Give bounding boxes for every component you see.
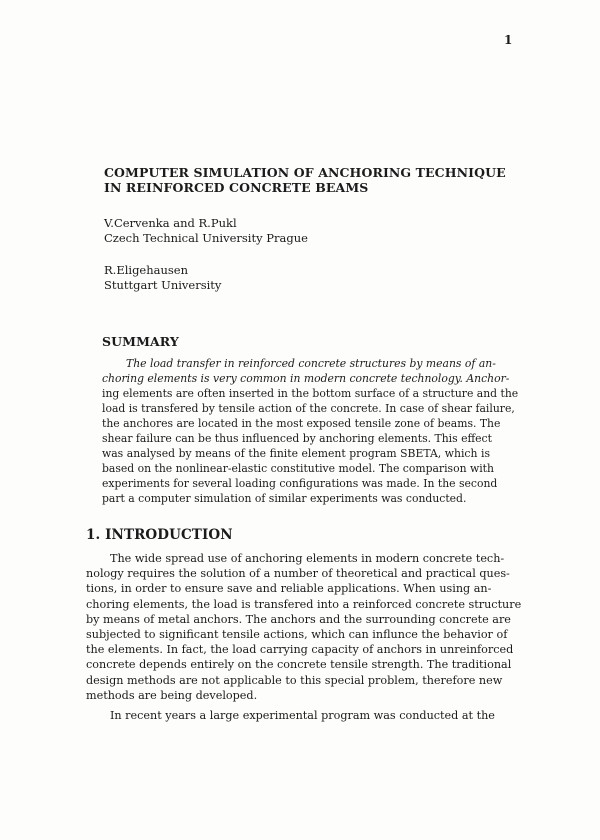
introduction-line: by means of metal anchors. The anchors and the surrounding concrete are [86,612,511,626]
author-names: R.Eligehausen [104,263,189,277]
summary-heading: SUMMARY [102,334,179,349]
introduction-paragraph-2 [86,708,495,723]
introduction-heading: 1. INTRODUCTION [86,527,233,543]
summary-line: The load transfer in reinforced concrete structures by means of an- [126,357,496,370]
introduction-paragraph-1 [86,551,522,703]
introduction-line: In recent years a large experimental program was conducted at the [110,709,495,722]
introduction-line: nology requires the solution of a number of theoretical and practical ques- [86,567,510,581]
page-number: 1 [504,33,513,47]
summary-line: the anchores are located in the most exposed tensile zone of beams. The [102,417,501,430]
summary-paragraph [102,356,519,506]
summary-line: was analysed by means of the finite element program SBETA, which is [102,447,490,460]
introduction-line: tions, in order to ensure save and reliable applications. When using an- [86,582,492,596]
introduction-line: The wide spread use of anchoring elements in modern concrete tech- [110,552,505,565]
introduction-line: methods are being developed. [86,688,258,702]
summary-line: load is transfered by tensile action of the concrete. In case of shear failure, [102,402,515,415]
summary-line: ing elements are often inserted in the bottom surface of a structure and the [102,387,519,400]
paper-title-line-1: COMPUTER SIMULATION OF ANCHORING TECHNIQUE [104,165,506,180]
summary-line: part a computer simulation of similar experiments was conducted. [102,492,467,505]
paper-title-line-2: IN REINFORCED CONCRETE BEAMS [104,180,369,195]
introduction-line: choring elements, the load is transfered into a reinforced concrete structure [86,597,522,611]
author-affiliation: Czech Technical University Prague [104,231,308,245]
introduction-line: subjected to significant tensile actions, which can influnce the behavior of [86,628,508,642]
introduction-line: design methods are not applicable to this special problem, therefore new [86,673,503,687]
author-block-2 [104,263,404,293]
summary-line: shear failure can be thus influenced by anchoring elements. This effect [102,432,492,445]
paper-title [104,165,524,195]
introduction-line: the elements. In fact, the load carrying capacity of anchors in unreinforced [86,643,514,657]
author-affiliation: Stuttgart University [104,278,222,292]
summary-line: based on the nonlinear-elastic constitutive model. The comparison with [102,462,494,475]
author-names: V.Cervenka and R.Pukl [104,216,237,230]
introduction-line: concrete depends entirely on the concrete tensile strength. The traditional [86,658,512,672]
summary-line: choring elements is very common in modern concrete technology. Anchor- [102,372,510,385]
summary-line: experiments for several loading configurations was made. In the second [102,477,498,490]
author-block-1 [104,216,404,246]
